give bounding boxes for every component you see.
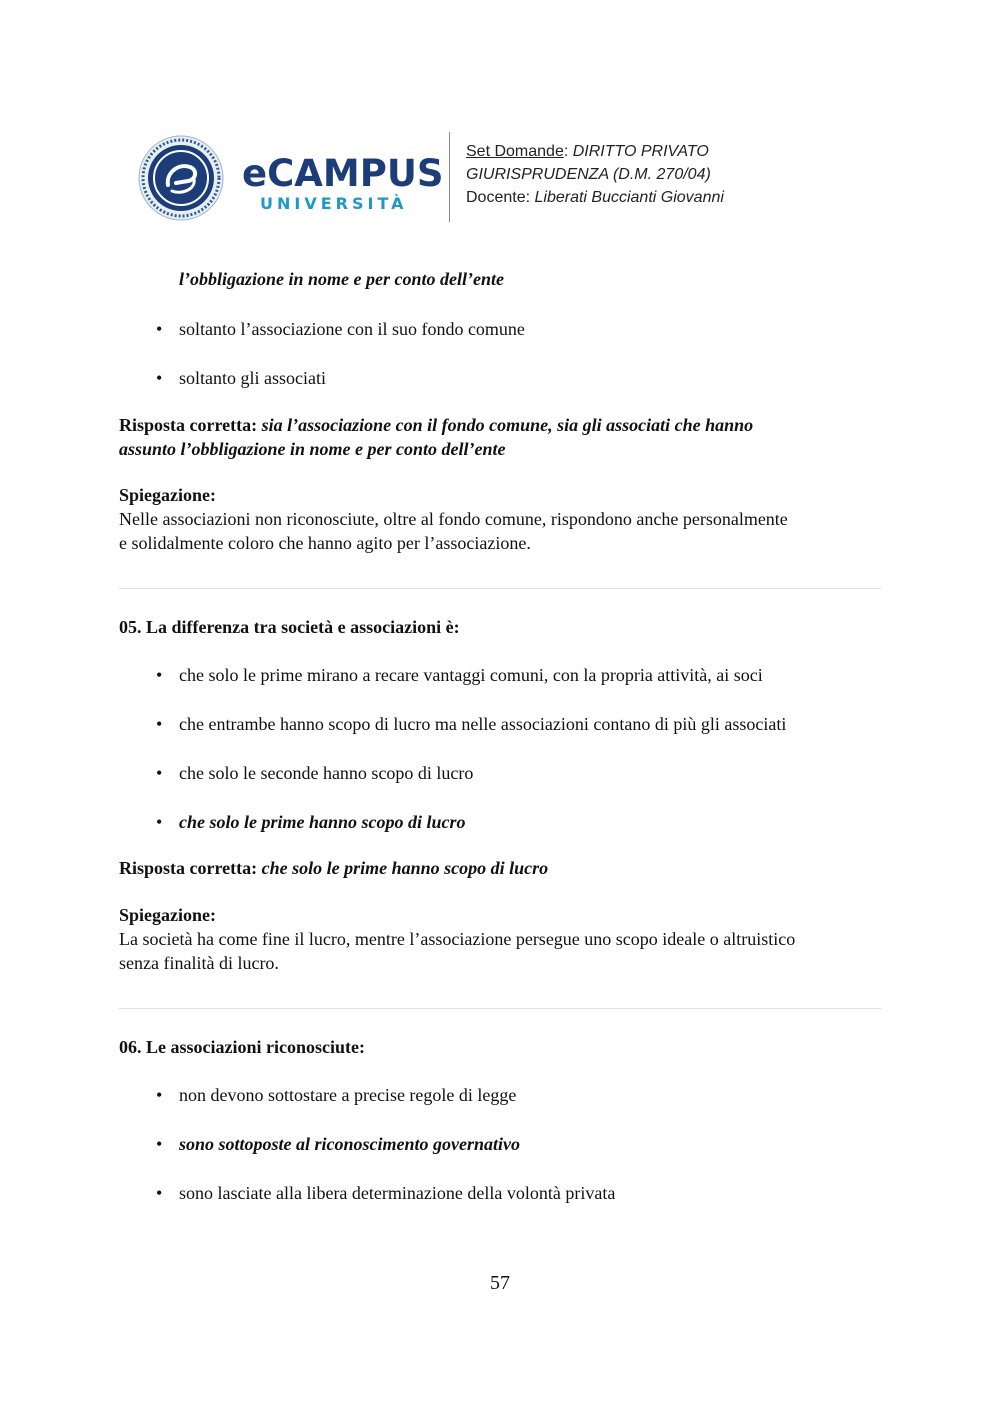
q04-explanation-label: Spiegazione: (119, 485, 216, 505)
answer-label: Risposta corretta: (119, 858, 258, 878)
ecampus-seal-icon (138, 135, 224, 221)
q06-question: 06. Le associazioni riconosciute: (119, 1037, 365, 1057)
q04-answer (119, 414, 753, 437)
q05-explanation-line1: La società ha come fine il lucro, mentre l’associazione persegue uno scopo ideale o altruistico (119, 929, 796, 949)
q05-question: 05. La differenza tra società e associazioni è: (119, 617, 460, 637)
bullet: • (156, 812, 163, 832)
section-divider (119, 588, 881, 589)
q06-option-2-correct: sono sottoposte al riconoscimento governativo (179, 1134, 521, 1154)
docente-label: Docente (466, 189, 526, 206)
bullet: • (156, 1183, 163, 1203)
set-value-2: GIURISPRUDENZA (D.M. 270/04) (466, 166, 711, 183)
q05-answer (119, 857, 548, 880)
header-divider (449, 132, 450, 222)
set-label: Set Domande (466, 143, 564, 160)
set-value: DIRITTO PRIVATO (572, 143, 709, 160)
q05-option-4-correct: che solo le prime hanno scopo di lucro (179, 812, 466, 832)
q04-option-2: soltanto l’associazione con il suo fondo comune (179, 319, 525, 339)
q05-option-3: che solo le seconde hanno scopo di lucro (179, 763, 474, 783)
answer-text: sia l’associazione con il fondo comune, sia gli associati che hanno (261, 415, 754, 435)
q05-explanation-line2: senza finalità di lucro. (119, 953, 279, 973)
brand-name: eCAMPUS (242, 152, 444, 195)
q06-option-3: sono lasciate alla libera determinazione della volontà privata (179, 1183, 616, 1203)
docente-value: Liberati Buccianti Giovanni (534, 189, 724, 206)
bullet: • (156, 319, 163, 339)
page-number: 57 (490, 1272, 510, 1294)
q04-explanation-line1: Nelle associazioni non riconosciute, oltre al fondo comune, rispondono anche personalmente (119, 509, 788, 529)
section-divider (119, 1008, 881, 1009)
bullet: • (156, 763, 163, 783)
q05-option-1: che solo le prime mirano a recare vantaggi comuni, con la propria attività, ai soci (179, 665, 763, 685)
answer-text: che solo le prime hanno scopo di lucro (261, 858, 549, 878)
page-header (138, 132, 758, 224)
bullet: • (156, 665, 163, 685)
q04-option-continuation: l’obbligazione in nome e per conto dell’ente (179, 269, 504, 289)
answer-label: Risposta corretta: (119, 415, 258, 435)
q05-option-2: che entrambe hanno scopo di lucro ma nelle associazioni contano di più gli associati (179, 714, 787, 734)
brand-subtitle: UNIVERSITÀ (260, 194, 408, 213)
q05-explanation-label: Spiegazione: (119, 905, 216, 925)
q04-answer-cont: assunto l’obbligazione in nome e per conto dell’ente (119, 439, 506, 459)
q06-option-1: non devono sottostare a precise regole di legge (179, 1085, 517, 1105)
bullet: • (156, 368, 163, 388)
q04-option-3: soltanto gli associati (179, 368, 326, 388)
q04-explanation-line2: e solidalmente coloro che hanno agito per l’associazione. (119, 533, 531, 553)
header-info: Set Domande: DIRITTO PRIVATO GIURISPRUDENZA (D.M. 270/04) Docente: Liberati Buccianti Giovanni (466, 143, 724, 206)
bullet: • (156, 714, 163, 734)
bullet: • (156, 1085, 163, 1105)
bullet: • (156, 1134, 163, 1154)
brand-logo (242, 154, 442, 213)
